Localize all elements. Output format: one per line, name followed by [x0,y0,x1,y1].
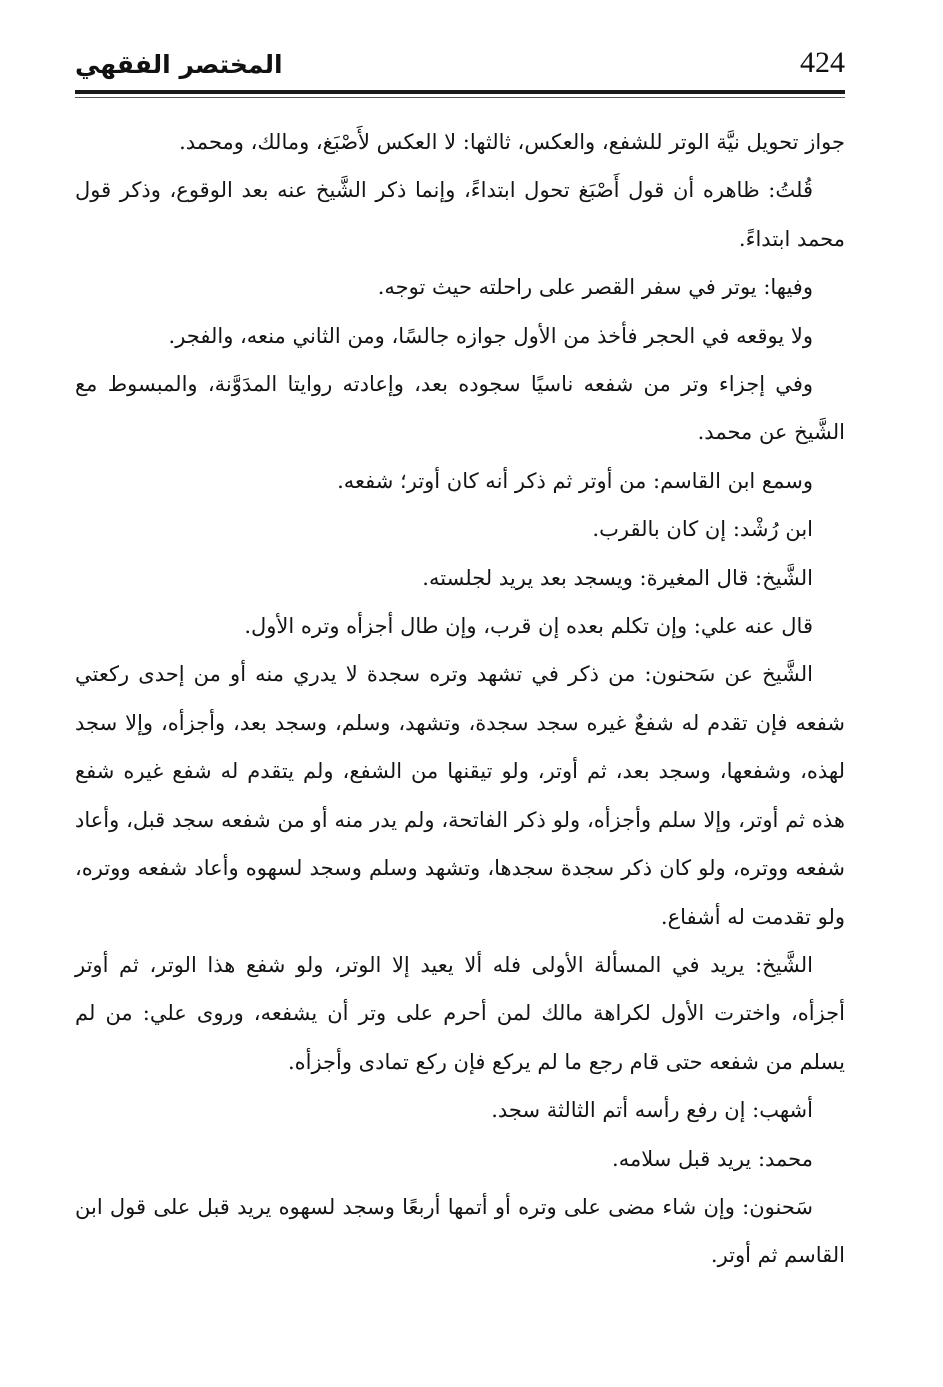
running-title: المختصر الفقهي [75,50,283,79]
paragraph: وفيها: يوتر في سفر القصر على راحلته حيث توجه. [377,275,813,300]
paragraph: قال عنه علي: وإن تكلم بعده إن قرب، وإن طال أجزأه وتره الأول. [244,614,813,639]
paragraph: ولا يوقعه في الحجر فأخذ من الأول جوازه جالسًا، ومن الثاني منعه، والفجر. [168,323,813,348]
paragraph: الشَّيخ: قال المغيرة: ويسجد بعد يريد لجلسته. [422,565,813,590]
paragraph: محمد: يريد قبل سلامه. [612,1146,813,1171]
paragraph: وسمع ابن القاسم: من أوتر ثم ذكر أنه كان أوتر؛ شفعه. [337,468,813,493]
body-text [75,118,845,1280]
page-number: 424 [800,46,845,79]
paragraph: أشهب: إن رفع رأسه أتم الثالثة سجد. [491,1098,813,1123]
paragraph: قُلتُ: ظاهره أن قول أَصْبَغ تحول ابتداءً، وإنما ذكر الشَّيخ عنه بعد الوقوع، وذكر قول محمد ابتداءً. [75,178,845,251]
header-rule-thin [75,97,845,98]
paragraph: ابن رُشْد: إن كان بالقرب. [592,517,813,542]
paragraph: الشَّيخ: يريد في المسألة الأولى فله ألا يعيد إلا الوتر، ولو شفع هذا الوتر، ثم أوتر أجزأه، واخترت الأول لكراهة مالك لمن أحرم على وتر أن يشفعه، وروى علي: من لم يسلم من شفعه حتى قام رجع ما لم يركع فإن ركع تمادى وأجزأه. [75,952,845,1074]
page-header [75,42,845,90]
paragraph: وفي إجزاء وتر من شفعه ناسيًا سجوده بعد، وإعادته روايتا المدَوَّنة، والمبسوط مع الشَّيخ عن محمد. [75,372,845,445]
paragraph: جواز تحويل نيَّة الوتر للشفع، والعكس، ثالثها: لا العكس لأَصْبَغ، ومالك، ومحمد. [179,130,845,154]
paragraph: سَحنون: وإن شاء مضى على وتره أو أتمها أربعًا وسجد لسهوه يريد قبل على قول ابن القاسم ثم أوتر. [75,1194,845,1268]
paragraph: الشَّيخ عن سَحنون: من ذكر في تشهد وتره سجدة لا يدري منه أو من إحدى ركعتي شفعه فإن تقدم له شفعٌ غيره سجد سجدة، وتشهد، وسلم، وسجد بعد، وأجزأه، وإلا سجد لهذه، وشفعها، وسجد بعد، ثم أوتر، ولو تيقنها من الشفع، ولم يتقدم له شفع غيره شفع هذه ثم أوتر، وإلا سلم وأجزأه، ولو ذكر الفاتحة، ولم يدر منه أو من شفعه سجد قبل، وأعاد شفعه ووتره، ولو كان ذكر سجدة سجدها، وتشهد وسلم وسجد لسهوه وأعاد شفعه ووتره، ولو تقدمت له أشفاع. [75,662,845,929]
header-rule [75,90,845,94]
